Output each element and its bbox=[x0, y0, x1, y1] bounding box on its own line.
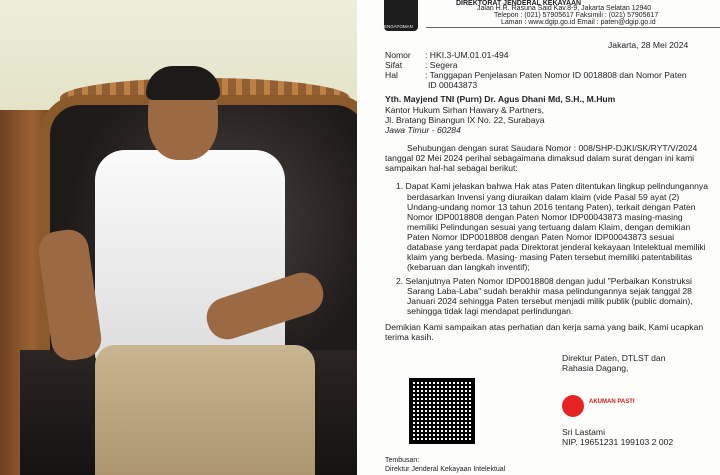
point-line-5: memiliki Pelindungan sesuai yang tertuang dalam Klaim, dengan demikian bbox=[407, 222, 691, 232]
signatory-name: Sri Lastami bbox=[562, 427, 605, 437]
official-letter bbox=[357, 0, 720, 475]
letter-date: Jakarta, 28 Mei 2024 bbox=[608, 40, 689, 50]
recipient-line-1: Yth. Mayjend TNI (Purn) Dr. Agus Dhani Md, S.H., M.Hum bbox=[385, 94, 616, 104]
seal-text: AKUMAN PASTI bbox=[589, 399, 635, 405]
point-line-11: Sarang Laba-Laba" sudah berakhir masa pelindungannya sejak tanggal 28 bbox=[407, 286, 692, 296]
closing-line-2: terima kasih. bbox=[385, 332, 434, 342]
point-line-6: Paten Nomor IDP0018808 dengan Paten Nomor IDP00043873 sesuai bbox=[407, 232, 675, 242]
white-shirt bbox=[95, 150, 285, 365]
seal-icon bbox=[562, 395, 584, 417]
intro-line-3: sampaikan hal-hal sebagai berikut: bbox=[385, 163, 518, 173]
signatory-nip: NIP. 19651231 199103 2 002 bbox=[562, 437, 674, 447]
point-line-12: Januari 2024 sehingga Paten tersebut menjadi milik publik (public domain), bbox=[407, 296, 693, 306]
header-web: Laman : www.dgip.go.id Email : paten@dgip.go.id bbox=[501, 19, 656, 26]
recipient-line-4: Jawa Timur - 60284 bbox=[385, 125, 461, 135]
signatory-title-2: Rahasia Dagang, bbox=[562, 363, 629, 373]
meta-value-nomor: : HKI.3-UM.01.01-494 bbox=[425, 50, 509, 60]
meta-label-hal: Hal bbox=[385, 70, 398, 80]
intro-line-2: tanggal 02 Mei 2024 perihal sebagaimana dimaksud dalam surat dengan ini kami bbox=[385, 153, 695, 163]
header-phone: Telepon : (021) 57905617 Faksimili : (021) 57905617 bbox=[494, 12, 659, 19]
point-line-7: database yang terdapat pada Direktorat jenderal kekayaan Intelektual memiliki bbox=[407, 242, 706, 252]
closing-line-1: Demikian Kami sampaikan atas perhatian dan kerja sama yang baik, Kami ucapkan bbox=[385, 322, 704, 332]
cc-line: Direktur Jenderal Kekayaan Intelektual bbox=[385, 466, 506, 473]
point-line-4: Nomor IDP0018808 dengan Paten Nomor IDP00043873 masing-masing bbox=[407, 212, 683, 222]
recipient-line-2: Kantor Hukum Sirhan Hawary & Partners, bbox=[385, 105, 545, 115]
point-line-13: sehingga tidak lagi mendapat perlindungan. bbox=[407, 306, 574, 316]
qr-code bbox=[409, 378, 475, 444]
point-line-10: 2. Selanjutnya Paten Nomor IDP0018808 dengan judul "Perbaikan Konstruksi bbox=[396, 276, 692, 286]
khaki-pants bbox=[95, 345, 315, 475]
header-org: DIREKTORAT JENDERAL KEKAYAAN bbox=[456, 0, 582, 7]
header-address: Jalan H.R. Rasuna Said Kav.8-9, Jakarta Selatan 12940 bbox=[477, 5, 652, 12]
meta-label-sifat: Sifat bbox=[385, 60, 403, 70]
cc-label: Tembusan: bbox=[385, 457, 420, 464]
header-divider bbox=[426, 27, 720, 28]
meta-value-hal-2: ID 00043873 bbox=[428, 80, 478, 90]
point-line-3: Undang-undang nomor 13 tahun 2016 tentang Paten), terkait dengan Paten bbox=[407, 202, 696, 212]
signatory-title-1: Direktur Paten, DTLST dan bbox=[562, 353, 666, 363]
hair bbox=[146, 66, 220, 100]
point-line-8: klaim yang berbeda. Masing- masing Paten tersebut memiliki patentabilitas bbox=[407, 252, 693, 262]
meta-label-nomor: Nomor bbox=[385, 50, 411, 60]
meta-value-sifat: : Segera bbox=[425, 60, 458, 70]
point-line-2: berdasarkan Invensi yang diuraikan dalam klaim (vide Pasal 59 ayat (2) bbox=[407, 192, 680, 202]
intro-line-1: Sehubungan dengan surat Saudara Nomor : 008/SHP-DJKI/SK/RYT/V/2024 bbox=[407, 143, 698, 153]
recipient-line-3: Jl. Bratang Binangun IX No. 22, Surabaya bbox=[385, 115, 545, 125]
portrait-photo bbox=[0, 0, 357, 475]
logo-text: PENGAYOMAN bbox=[381, 24, 413, 29]
point-line-9: (kebaruan dan langkah inventif); bbox=[407, 262, 530, 272]
meta-value-hal: : Tanggapan Penjelasan Paten Nomor ID 0018808 dan Nomor Paten bbox=[425, 70, 687, 80]
point-line-1: 1. Dapat Kami jelaskan bahwa Hak atas Paten ditentukan lingkup pelindungannya bbox=[396, 181, 708, 191]
